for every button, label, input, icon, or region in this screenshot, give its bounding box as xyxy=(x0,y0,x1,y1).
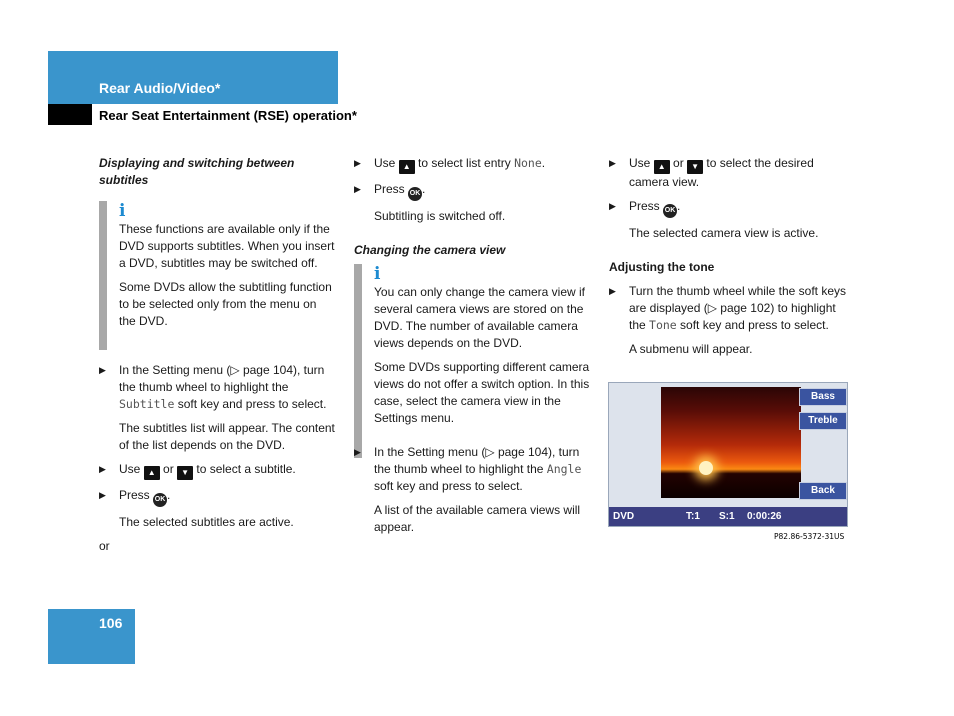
bullet-icon: ▶ xyxy=(354,184,361,194)
step-item xyxy=(609,198,849,218)
list-entry-name: None xyxy=(514,156,542,170)
info-text: Some DVDs allow the subtitling function to be selected only from the menu on the DVD. xyxy=(119,280,332,328)
subtitles-heading: Displaying and switching between subtitles xyxy=(99,156,295,187)
sunset-video-frame xyxy=(661,387,801,498)
step-item xyxy=(609,155,849,191)
dvd-screen-illustration xyxy=(608,382,848,527)
step-text: to select list entry xyxy=(414,156,515,170)
bullet-icon: ▶ xyxy=(609,201,616,211)
softkey-name: Subtitle xyxy=(119,397,175,411)
column-2-steps xyxy=(354,444,594,536)
status-track: T:1 xyxy=(686,511,700,522)
step-text: In the Setting menu (▷ page 104), turn the thumb wheel to highlight the xyxy=(119,363,325,394)
step-text: . xyxy=(422,182,426,196)
down-arrow-icon: ▼ xyxy=(687,160,703,174)
step-text: . xyxy=(677,199,681,213)
ok-button-icon: OK xyxy=(153,493,167,507)
softkey-treble: Treble xyxy=(799,412,847,430)
step-item xyxy=(99,461,339,480)
up-arrow-icon: ▲ xyxy=(654,160,670,174)
step-text: Use xyxy=(629,156,654,170)
result-text: A submenu will appear. xyxy=(629,342,753,356)
step-text: . xyxy=(541,156,546,170)
info-box-camera xyxy=(354,264,596,458)
header-marker xyxy=(48,104,92,125)
step-text: In the Setting menu (▷ page 104), turn the thumb wheel to highlight the xyxy=(374,445,580,476)
or-text: or xyxy=(99,539,110,553)
bullet-icon: ▶ xyxy=(354,447,361,457)
header-tab xyxy=(48,51,338,104)
step-item xyxy=(354,444,594,495)
softkey-name: Angle xyxy=(546,462,582,476)
step-text: Use xyxy=(374,156,399,170)
step-item xyxy=(99,487,339,507)
step-text: Use xyxy=(119,462,144,476)
info-icon: i xyxy=(119,201,126,221)
bullet-icon: ▶ xyxy=(354,158,361,168)
tone-heading: Adjusting the tone xyxy=(609,260,715,274)
result-text: Subtitling is switched off. xyxy=(374,209,506,223)
result-text: The subtitles list will appear. The content of the list depends on the DVD. xyxy=(119,421,335,452)
result-text: The selected subtitles are active. xyxy=(119,515,294,529)
step-item xyxy=(609,283,849,334)
step-text: or xyxy=(669,156,688,170)
status-time: 0:00:26 xyxy=(747,511,782,522)
bullet-icon: ▶ xyxy=(609,286,616,296)
up-arrow-icon: ▲ xyxy=(144,466,160,480)
ok-button-icon: OK xyxy=(408,187,422,201)
softkey-name: Tone xyxy=(649,318,677,332)
step-text: to select a subtitle. xyxy=(193,462,296,476)
bullet-icon: ▶ xyxy=(99,464,106,474)
softkey-bass: Bass xyxy=(799,388,847,406)
up-arrow-icon: ▲ xyxy=(399,160,415,174)
result-text: The selected camera view is active. xyxy=(629,226,819,240)
info-text: These functions are available only if the DVD supports subtitles. When you insert a DVD, subtitles may be switched off. xyxy=(119,222,335,270)
step-text: Press xyxy=(629,199,664,213)
column-2 xyxy=(354,155,594,259)
step-text: Press xyxy=(119,488,154,502)
info-box-subtitles xyxy=(99,201,336,350)
column-1 xyxy=(99,155,339,189)
step-text: soft key and press to select. xyxy=(174,397,327,411)
step-item xyxy=(354,181,594,201)
column-1-steps xyxy=(99,362,339,555)
bullet-icon: ▶ xyxy=(609,158,616,168)
status-scene: S:1 xyxy=(719,511,735,522)
section-title: Rear Audio/Video* xyxy=(99,80,221,96)
bullet-icon: ▶ xyxy=(99,365,106,375)
info-text: You can only change the camera view if several camera views are stored on the DVD. The number of available camera views depends on the DVD. xyxy=(374,285,586,350)
page-number: 106 xyxy=(99,615,123,631)
status-source: DVD xyxy=(613,511,635,522)
step-item xyxy=(354,155,594,174)
info-text: Some DVDs supporting different camera views do not offer a switch option. In this case, select the camera view in the Settings menu. xyxy=(374,360,590,425)
step-text: soft key and press to select. xyxy=(374,479,523,493)
bullet-icon: ▶ xyxy=(99,490,106,500)
softkey-back: Back xyxy=(799,482,847,500)
ok-button-icon: OK xyxy=(663,204,677,218)
subsection-title: Rear Seat Entertainment (RSE) operation* xyxy=(99,108,357,123)
down-arrow-icon: ▼ xyxy=(177,466,193,480)
image-code: P82.86-5372-31US xyxy=(774,532,845,541)
step-text: to select the desired camera view. xyxy=(629,156,814,189)
step-text: Turn the thumb wheel while the soft keys are displayed (▷ page 102) to highlight the xyxy=(629,284,846,332)
camera-view-heading: Changing the camera view xyxy=(354,243,506,257)
step-item xyxy=(99,362,339,413)
step-text: soft key and press to select. xyxy=(676,318,829,332)
step-text: Press xyxy=(374,182,409,196)
info-icon: i xyxy=(374,264,381,284)
step-text: or xyxy=(159,462,178,476)
result-text: A list of the available camera views will appear. xyxy=(374,503,581,534)
sun-shape xyxy=(699,461,713,475)
status-bar xyxy=(609,507,847,526)
column-3 xyxy=(609,155,849,358)
step-text: . xyxy=(167,488,171,502)
